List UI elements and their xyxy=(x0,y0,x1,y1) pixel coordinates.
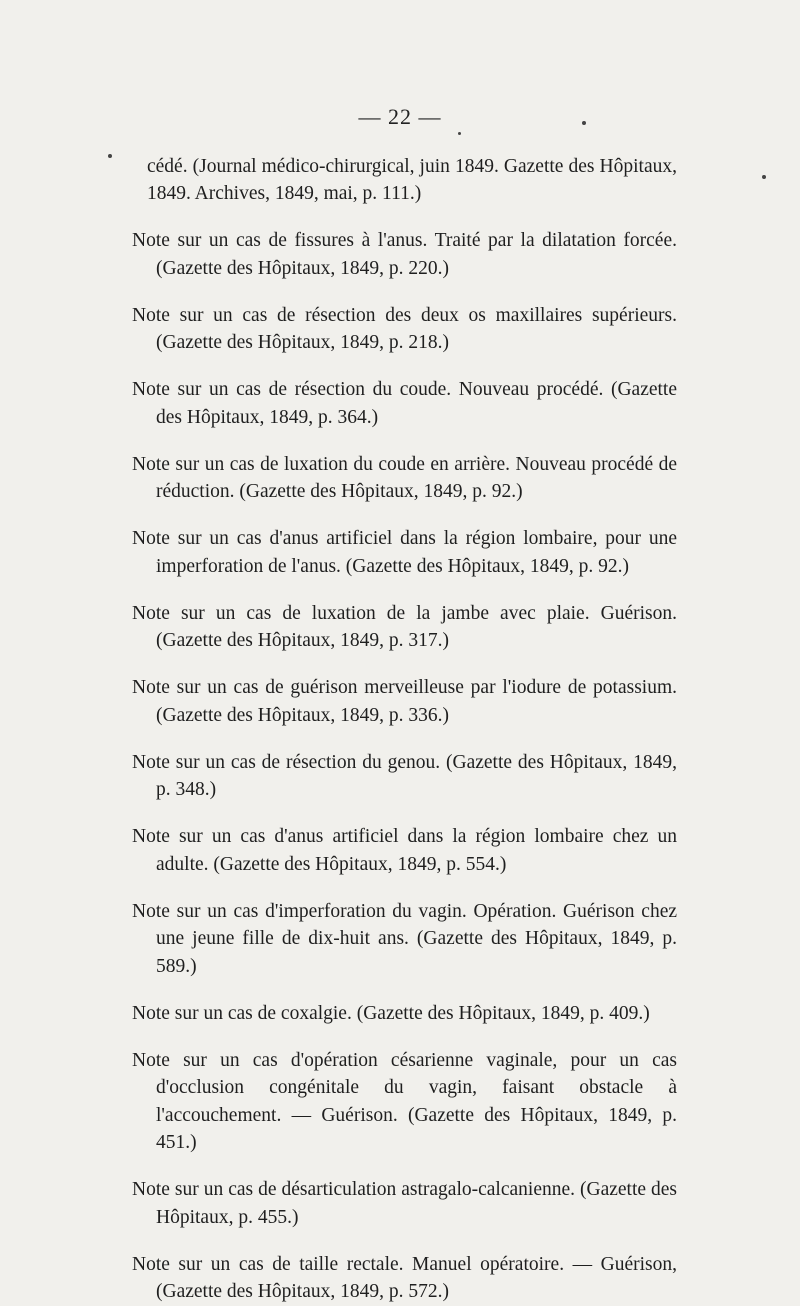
bibliography-entry: Note sur un cas de luxation de la jambe avec plaie. Guérison. (Gazette des Hôpitaux, 1849, p. 317.) xyxy=(132,602,677,651)
bibliography-entry: Note sur un cas d'opération césarienne vaginale, pour un cas d'occlusion congénitale du vagin, faisant obstacle à l'accouchement. — Guérison. (Gazette des Hôpitaux, 1849, p. 451.) xyxy=(132,1049,677,1153)
bibliography-entry: Note sur un cas de taille rectale. Manuel opératoire. — Guérison, (Gazette des Hôpitaux, 1849, p. 572.) xyxy=(132,1253,677,1302)
ink-speck xyxy=(458,132,461,135)
bibliography-list xyxy=(132,133,677,1306)
bibliography-entry: Note sur un cas d'imperforation du vagin. Opération. Guérison chez une jeune fille de dix-huit ans. (Gazette des Hôpitaux, 1849, p. 589.) xyxy=(132,900,677,977)
ink-speck xyxy=(582,121,586,125)
bibliography-entry: Note sur un cas de guérison merveilleuse par l'iodure de potassium. (Gazette des Hôpitaux, 1849, p. 336.) xyxy=(132,677,677,726)
bibliography-entry: Note sur un cas d'anus artificiel dans la région lombaire, pour une imperforation de l'anus. (Gazette des Hôpitaux, 1849, p. 92.) xyxy=(132,528,677,577)
page-number: — 22 — xyxy=(358,104,442,129)
bibliography-entry: Note sur un cas de coxalgie. (Gazette des Hôpitaux, 1849, p. 409.) xyxy=(132,1002,650,1024)
bibliography-entry: Note sur un cas de désarticulation astragalo-calcanienne. (Gazette des Hôpitaux, p. 455.) xyxy=(132,1179,677,1228)
bibliography-entry: Note sur un cas de fissures à l'anus. Traité par la dilatation forcée. (Gazette des Hôpitaux, 1849, p. 220.) xyxy=(132,230,677,279)
bibliography-entry: Note sur un cas de résection du coude. Nouveau procédé. (Gazette des Hôpitaux, 1849, p. 364.) xyxy=(132,379,677,428)
bibliography-entry: Note sur un cas de luxation du coude en arrière. Nouveau procédé de réduction. (Gazette des Hôpitaux, 1849, p. 92.) xyxy=(132,453,677,502)
ink-speck xyxy=(762,175,766,179)
bibliography-entry: cédé. (Journal médico-chirurgical, juin 1849. Gazette des Hôpitaux, 1849. Archives, 1849, mai, p. 111.) xyxy=(147,155,677,204)
ink-speck xyxy=(108,154,112,158)
bibliography-entry: Note sur un cas d'anus artificiel dans la région lombaire chez un adulte. (Gazette des Hôpitaux, 1849, p. 554.) xyxy=(132,826,677,875)
bibliography-entry: Note sur un cas de résection du genou. (Gazette des Hôpitaux, 1849, p. 348.) xyxy=(132,751,677,800)
bibliography-entry: Note sur un cas de résection des deux os maxillaires supérieurs. (Gazette des Hôpitaux, 1849, p. 218.) xyxy=(132,304,677,353)
